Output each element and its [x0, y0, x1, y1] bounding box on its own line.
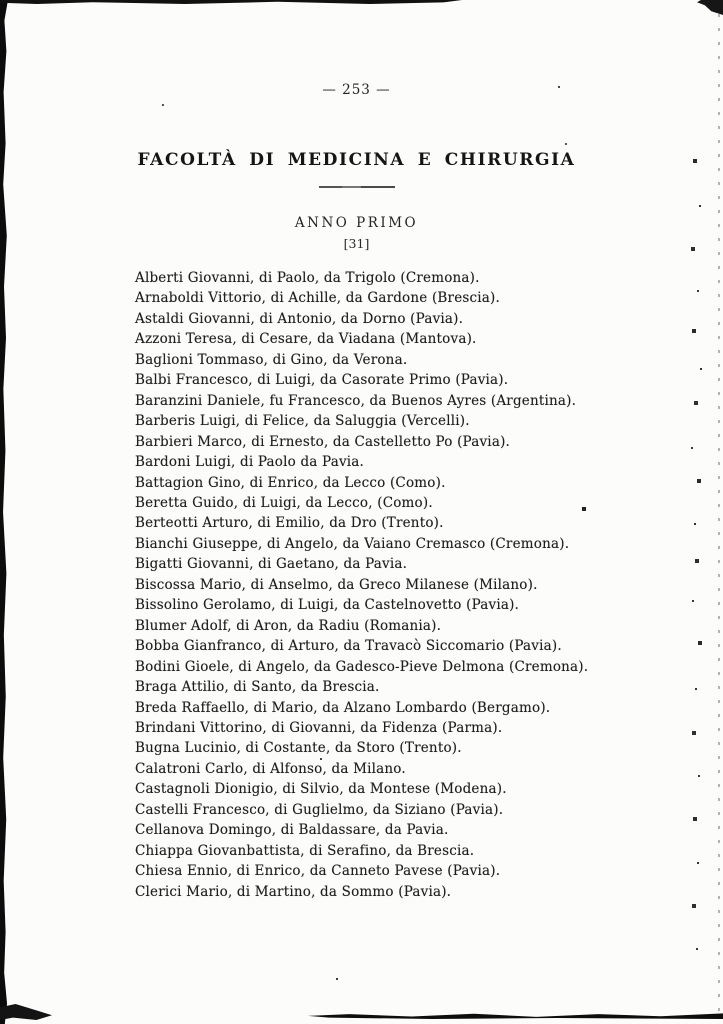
student-entry: Bardoni Luigi, di Paolo da Pavia.: [135, 454, 365, 471]
student-entry: Barbieri Marco, di Ernesto, da Castelletto Po (Pavia).: [135, 433, 511, 450]
student-entry: Blumer Adolf, di Aron, da Radiu (Romania).: [135, 617, 442, 634]
student-entry: Battagion Gino, di Enrico, da Lecco (Como).: [135, 474, 446, 491]
student-entry: Brindani Vittorino, di Giovanni, da Fidenza (Parma).: [135, 719, 503, 736]
student-entry: Chiappa Giovanbattista, di Serafino, da Brescia.: [135, 842, 475, 859]
student-entry: Beretta Guido, di Luigi, da Lecco, (Como).: [135, 494, 433, 511]
student-entry: Breda Raffaello, di Mario, da Alzano Lombardo (Bergamo).: [135, 699, 551, 716]
student-entry: Bugna Lucinio, di Costante, da Storo (Trento).: [135, 740, 462, 757]
student-entry: Cellanova Domingo, di Baldassare, da Pavia.: [135, 822, 449, 839]
student-entry: Azzoni Teresa, di Cesare, da Viadana (Mantova).: [135, 331, 477, 348]
scan-edge-top: [0, 0, 462, 4]
student-entry: Barberis Luigi, di Felice, da Saluggia (Vercelli).: [135, 413, 470, 430]
title-rule: [319, 186, 395, 188]
year-heading: ANNO PRIMO: [294, 215, 419, 231]
student-entry: Astaldi Giovanni, di Antonio, da Dorno (Pavia).: [135, 310, 464, 327]
student-entry: Bianchi Giuseppe, di Angelo, da Vaiano Cremasco (Cremona).: [135, 535, 570, 552]
student-entry: Calatroni Carlo, di Alfonso, da Milano.: [135, 760, 406, 777]
student-entry: Arnaboldi Vittorio, di Achille, da Gardone (Brescia).: [135, 290, 501, 307]
student-list: [135, 268, 655, 902]
student-entry: Castelli Francesco, di Guglielmo, da Siziano (Pavia).: [135, 801, 504, 818]
student-entry: Baranzini Daniele, fu Francesco, da Buenos Ayres (Argentina).: [135, 392, 577, 409]
student-entry: Baglioni Tommaso, di Gino, da Verona.: [135, 351, 408, 368]
student-entry: Clerici Mario, di Martino, da Sommo (Pavia).: [135, 883, 452, 900]
student-entry: Balbi Francesco, di Luigi, da Casorate Primo (Pavia).: [135, 372, 509, 389]
scan-edge-bottom-left: [0, 1004, 52, 1020]
scan-edge-bottom: [308, 1012, 723, 1019]
student-entry: Castagnoli Dionigio, di Silvio, da Montese (Modena).: [135, 781, 507, 798]
student-count: [31]: [343, 236, 370, 251]
scan-speckles: [0, 0, 2, 2]
student-entry: Chiesa Ennio, di Enrico, da Canneto Pavese (Pavia).: [135, 863, 501, 880]
student-entry: Bissolino Gerolamo, di Luigi, da Castelnovetto (Pavia).: [135, 597, 520, 614]
student-entry: Bigatti Giovanni, di Gaetano, da Pavia.: [135, 556, 408, 573]
student-entry: Braga Attilio, di Santo, da Brescia.: [135, 679, 380, 696]
scan-edge-right: [718, 14, 720, 1014]
student-entry: Alberti Giovanni, di Paolo, da Trigolo (Cremona).: [135, 270, 480, 286]
scan-edge-top-right: [697, 0, 723, 15]
faculty-title: FACOLTÀ DI MEDICINA E CHIRURGIA: [137, 150, 576, 170]
student-entry: Berteotti Arturo, di Emilio, da Dro (Trento).: [135, 515, 444, 532]
page-number: — 253 —: [322, 82, 391, 98]
student-entry: Bodini Gioele, di Angelo, da Gadesco-Pieve Delmona (Cremona).: [135, 658, 589, 675]
student-entry: Bobba Gianfranco, di Arturo, da Travacò Siccomario (Pavia).: [135, 638, 562, 655]
student-entry: Biscossa Mario, di Anselmo, da Greco Milanese (Milano).: [135, 576, 538, 593]
